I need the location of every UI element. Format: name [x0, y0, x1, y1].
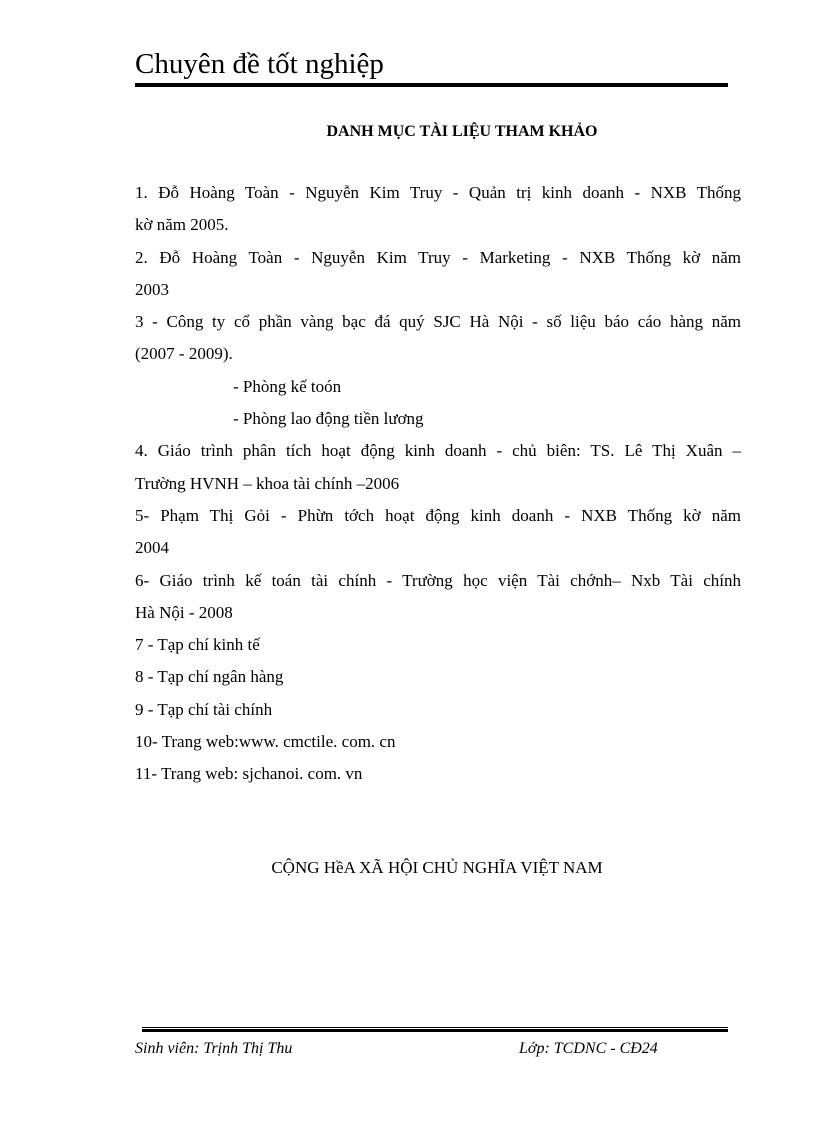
closing-heading: CỘNG HềA XÃ HỘI CHỦ NGHĨA VIỆT NAM: [271, 858, 603, 877]
footer-divider: [142, 1027, 728, 1032]
reference-line: 9 - Tạp chí tài chính: [135, 699, 273, 719]
reference-line: 6- Giáo trình kế toán tài chính - Trường học viện Tài chớnh– Nxb Tài chính: [135, 570, 741, 590]
reference-line: 7 - Tạp chí kinh tế: [135, 635, 260, 655]
reference-line: 3 - Công ty cổ phần vàng bạc đá quý SJC Hà Nội - số liệu báo cáo hàng năm: [135, 312, 741, 332]
document-header-title: Chuyên đề tốt nghiệp: [135, 48, 384, 80]
section-title: DANH MỤC TÀI LIỆU THAM KHẢO: [326, 123, 598, 140]
reference-line: kờ năm 2005.: [135, 215, 229, 235]
footer-student-name: Sinh viên: Trịnh Thị Thu: [135, 1040, 293, 1057]
reference-line: 2003: [135, 279, 169, 299]
reference-line: 1. Đỗ Hoàng Toàn - Nguyễn Kim Truy - Quản trị kinh doanh - NXB Thống: [135, 183, 741, 202]
reference-line: 2. Đỗ Hoàng Toàn - Nguyễn Kim Truy - Marketing - NXB Thống kờ năm: [135, 247, 741, 267]
reference-list: [135, 177, 741, 791]
reference-line: 8 - Tạp chí ngân hàng: [135, 667, 284, 687]
reference-line: 5- Phạm Thị Gỏi - Phừn tớch hoạt động kinh doanh - NXB Thống kờ năm: [135, 505, 741, 525]
reference-line: Hà Nội - 2008: [135, 602, 233, 622]
reference-line: 10- Trang web:www. cmctile. com. cn: [135, 732, 396, 752]
footer-class-name: Lớp: TCDNC - CĐ24: [519, 1040, 658, 1057]
reference-subitem: - Phòng kế toón: [233, 376, 342, 396]
reference-line: 11- Trang web: sjchanoi. com. vn: [135, 764, 363, 784]
reference-subitem: - Phòng lao động tiền lương: [233, 409, 424, 429]
reference-line: Trường HVNH – khoa tài chính –2006: [135, 473, 400, 493]
header-divider: [135, 83, 728, 87]
reference-line: (2007 - 2009).: [135, 344, 233, 364]
reference-line: 2004: [135, 538, 169, 558]
reference-line: 4. Giáo trình phân tích hoạt động kinh doanh - chủ biên: TS. Lê Thị Xuân –: [135, 441, 741, 461]
